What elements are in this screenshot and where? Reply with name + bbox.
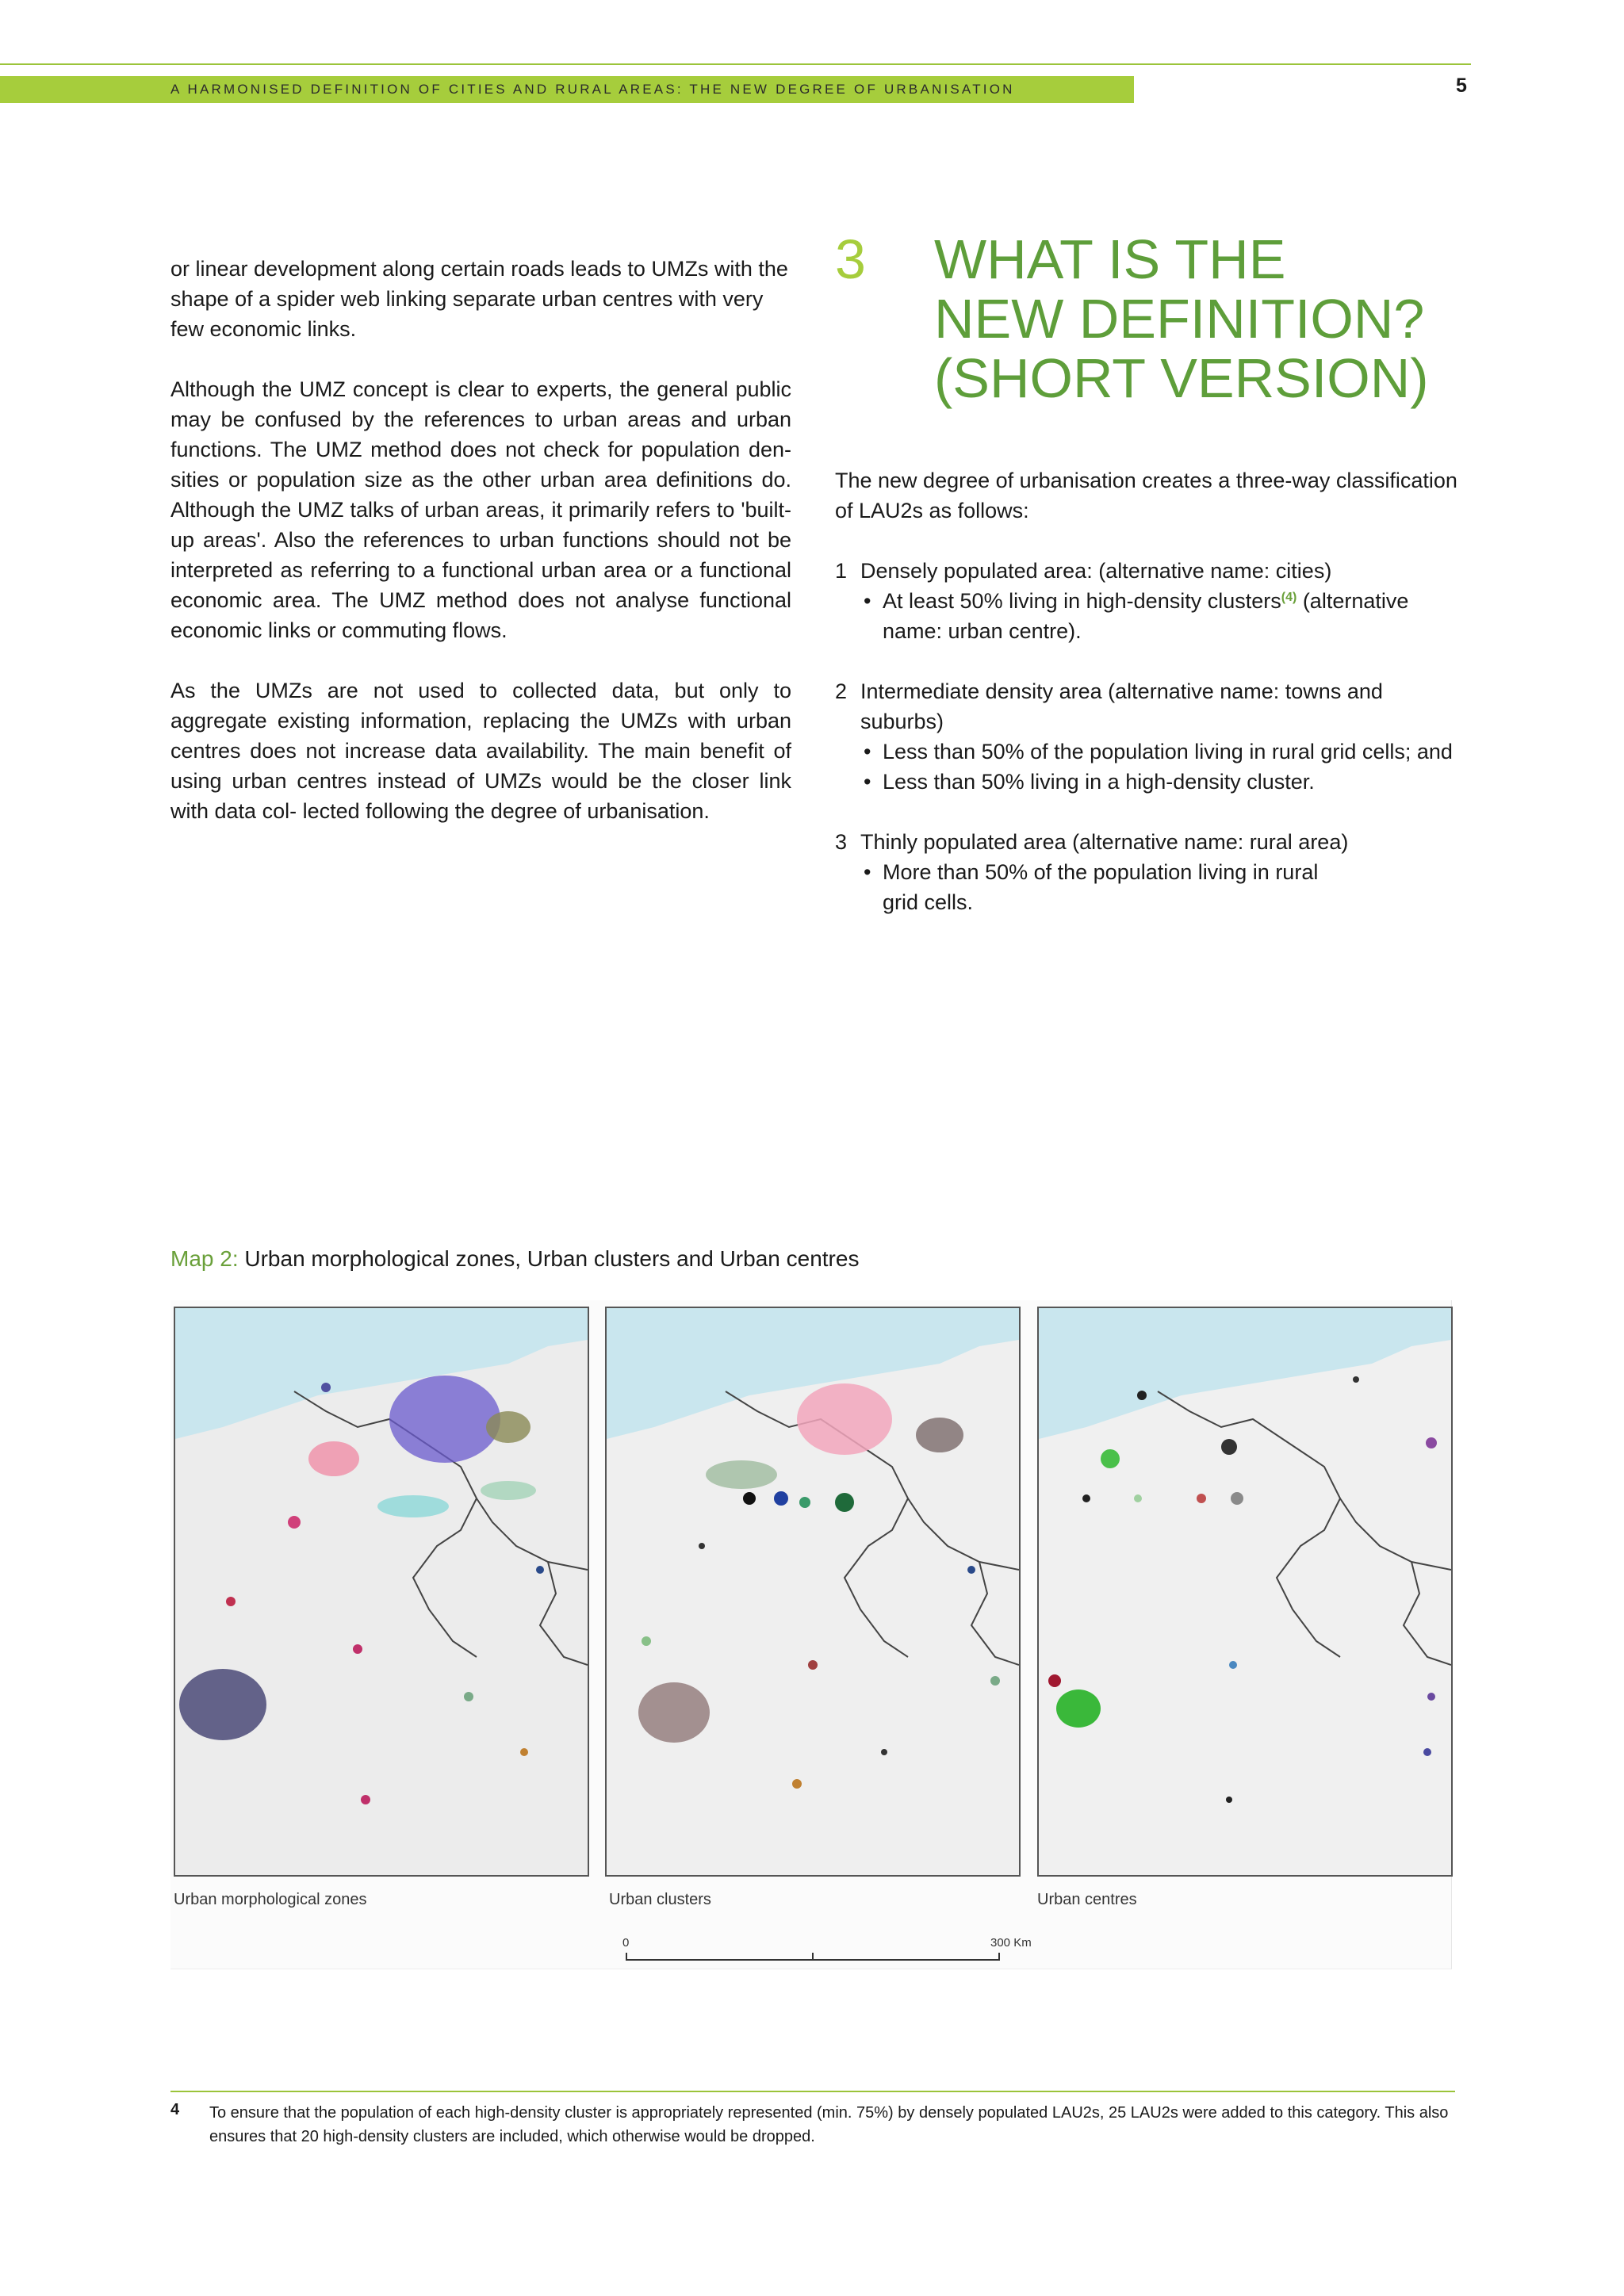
paragraph: Although the UMZ concept is clear to experts, the general public may be confused by the references to urban areas and urban functions. The UMZ method does not check for population den- sities or population size as the other urban area definitions do. Although the UMZ talks of urban areas, it primarily refers to 'built-up areas'. Also the references to urban functions should not be interpreted as referring to a functional urban area or a functional economic area. The UMZ method does not analyse functional economic links or commuting flows. <box>170 377 791 642</box>
bullet: • At least 50% living in high-density clusters$^{(4)}$ (alternative name: urban centre). <box>864 589 1409 643</box>
classification-item <box>835 827 1469 917</box>
section-title <box>934 230 1442 408</box>
bullet: • More than 50% of the population living in rural grid cells. <box>835 857 1469 917</box>
map-clusters-graphic <box>607 1308 1019 1875</box>
bullet: • Less than 50% of the population living in rural grid cells; and <box>835 737 1469 767</box>
item-number: 1 <box>835 559 848 583</box>
scale-bar <box>626 1946 1000 1962</box>
classification-item <box>835 676 1469 797</box>
item-number: 3 <box>835 830 848 854</box>
classification-item <box>835 556 1469 646</box>
bullet-text: At least 50% living in high-density clusters <box>883 589 1281 613</box>
page-number: 5 <box>1456 75 1467 97</box>
section-title-line: NEW DEFINITION? <box>934 288 1425 350</box>
panel-label-clusters: Urban clusters <box>609 1891 711 1908</box>
map-centres-graphic <box>1039 1308 1451 1875</box>
running-title: A HARMONISED DEFINITION OF CITIES AND RURAL AREAS: THE NEW DEGREE OF URBANISATION <box>170 82 1015 97</box>
map-caption-text: Urban morphological zones, Urban clusters and Urban centres <box>238 1246 860 1271</box>
right-column <box>835 465 1469 947</box>
paragraph: As the UMZs are not used to collected data, but only to aggregate existing information, replacing the UMZs with urban centres does not increase data availability. The main benefit of using urban centres instead of UMZs would be the closer link with data col- lected following the degree of urbanisation. <box>170 679 791 823</box>
scale-end-label: 300 Km <box>990 1936 1032 1950</box>
item-number: 2 <box>835 679 848 703</box>
panel-label-centres: Urban centres <box>1037 1891 1137 1908</box>
footnote-ref[interactable]: (4) <box>1281 591 1297 604</box>
item-label: Intermediate density area (alternative name: towns and suburbs) <box>860 679 1383 733</box>
bullet-text: Less than 50% of the population living in rural grid cells; and <box>883 740 1453 763</box>
map-caption-label: Map 2: <box>170 1246 239 1271</box>
bullet-text: Less than 50% living in a high-density cluster. <box>883 770 1315 794</box>
footnote-number: 4 <box>170 2101 180 2118</box>
item-label: Thinly populated area (alternative name: rural area) <box>860 830 1349 854</box>
footnote-text: To ensure that the population of each high-density cluster is appropriately represented (min. 75%) by densely populated LAU2s, 25 LAU2s were added to this category. This also ensures that 20 high-density clusters are included, which otherwise would be dropped. <box>209 2104 1449 2145</box>
panel-label-umz: Urban morphological zones <box>174 1891 367 1908</box>
item-label: Densely populated area: (alternative name: cities) <box>860 559 1332 583</box>
header-rule <box>0 63 1471 65</box>
map-panel-centres <box>1037 1307 1453 1877</box>
section-intro: The new degree of urbanisation creates a three-way classification of LAU2s as follows: <box>835 469 1457 522</box>
map-caption <box>170 1246 859 1272</box>
bullet-text: More than 50% of the population living in rural grid cells. <box>883 860 1319 914</box>
bullet: • Less than 50% living in a high-density cluster. <box>835 767 1469 797</box>
map-umz-graphic <box>175 1308 588 1875</box>
section-number: 3 <box>835 228 866 290</box>
left-column <box>170 254 791 856</box>
paragraph: or linear development along certain roads leads to UMZs with the shape of a spider web linking separate urban centres with very few economic links. <box>170 257 788 341</box>
section-title-line: WHAT IS THE <box>934 228 1286 290</box>
section-title-line: (SHORT VERSION) <box>934 347 1429 409</box>
map-panel-umz <box>174 1307 589 1877</box>
map-panel-clusters <box>605 1307 1021 1877</box>
bullet-text-after: (alternative name: urban centre). <box>883 589 1409 643</box>
scale-start-label: 0 <box>622 1936 630 1950</box>
footnote-rule <box>170 2091 1455 2092</box>
map-figure <box>170 1300 1452 1969</box>
